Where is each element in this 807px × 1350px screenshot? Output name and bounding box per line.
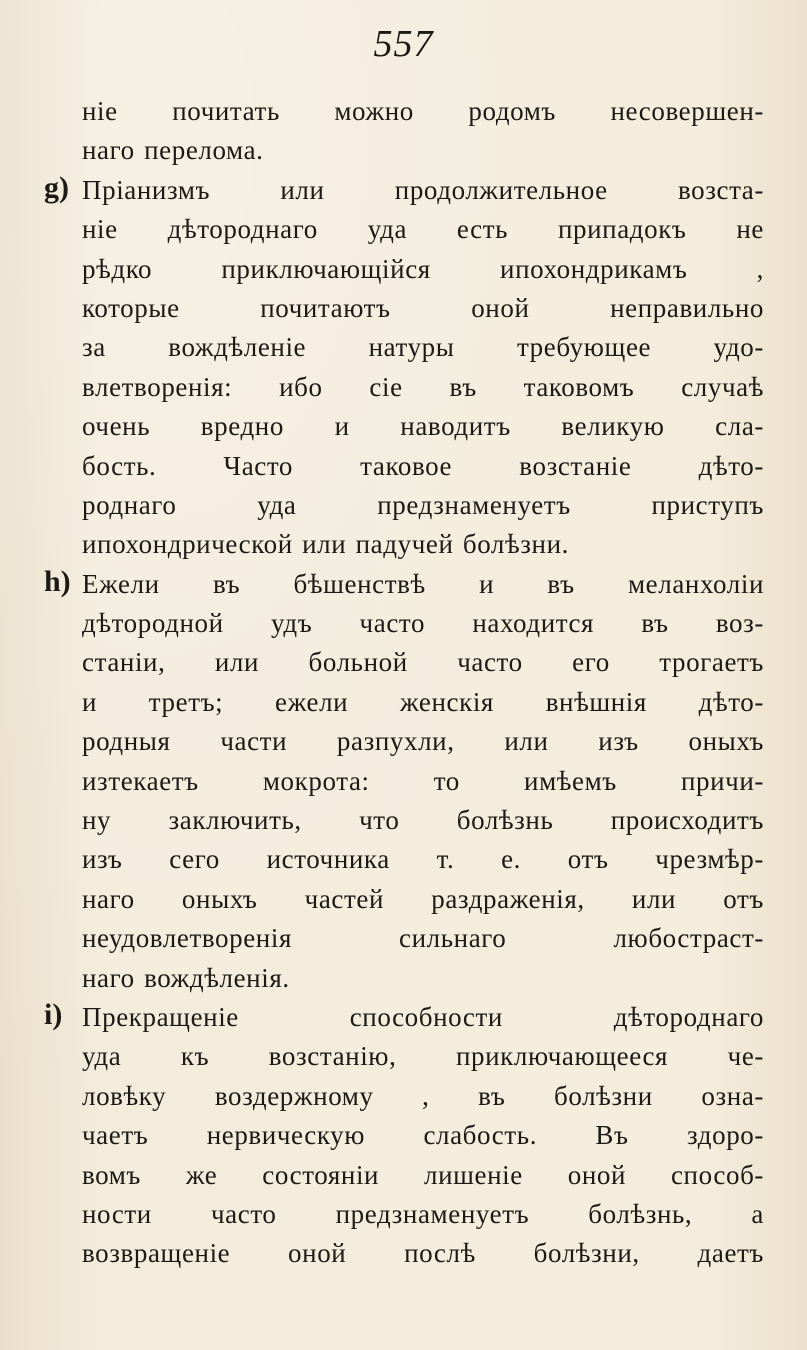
paragraph-continuation bbox=[82, 92, 764, 171]
text-line: которые почитаютъ оной неправильно bbox=[82, 292, 764, 323]
text-line: Пріанизмъ или продолжительное возста- bbox=[82, 174, 764, 205]
text-line: ности часто предзнаменуетъ болѣзнь, а bbox=[82, 1198, 764, 1229]
text-line: ловѣку воздержному , въ болѣзни озна- bbox=[82, 1080, 764, 1111]
page-body bbox=[44, 92, 764, 1274]
text-line: родныя части разпухли, или изъ оныхъ bbox=[82, 726, 764, 757]
text-line: очень вредно и наводитъ великую сла- bbox=[82, 411, 764, 442]
text-line: влетворенія: ибо сіе въ таковомъ случаѣ bbox=[82, 371, 764, 402]
paragraph-i bbox=[44, 997, 764, 1274]
text-line: неудовлетворенія сильнаго любостраст- bbox=[82, 923, 764, 954]
text-line: дѣтородной удъ часто находится въ воз- bbox=[82, 608, 764, 639]
paragraph-marker: g) bbox=[44, 170, 69, 204]
text-line: ну заключить, что болѣзнь происходитъ bbox=[82, 805, 764, 836]
text-line: возвращеніе оной послѣ болѣзни, даетъ bbox=[82, 1238, 764, 1269]
page-number: 557 bbox=[373, 23, 434, 65]
text-line: Прекращеніе способности дѣтороднаго bbox=[82, 1001, 764, 1032]
text-line: ніе почитать можно родомъ несовершен- bbox=[82, 96, 764, 126]
paragraph-g bbox=[44, 170, 764, 565]
text-line: изъ сего источника т. е. отъ чрезмѣр- bbox=[82, 844, 764, 875]
text-line: и третъ; ежели женскія внѣшнія дѣто- bbox=[82, 686, 764, 717]
text-line: наго перелома. bbox=[82, 135, 264, 166]
paragraph-marker: i) bbox=[44, 997, 63, 1031]
text-line: чаетъ нервическую слабость. Въ здоро- bbox=[82, 1120, 764, 1151]
text-line: наго оныхъ частей раздраженія, или отъ bbox=[82, 883, 764, 914]
text-line: уда къ возстанію, приключающееся че- bbox=[82, 1041, 764, 1072]
text-line: ніе дѣтороднаго уда есть припадокъ не bbox=[82, 214, 764, 245]
text-line: станіи, или больной часто его трогаетъ bbox=[82, 647, 764, 678]
text-line: бость. Часто таковое возстаніе дѣто- bbox=[82, 450, 764, 481]
text-line: ипохондрической или падучей болѣзни. bbox=[82, 529, 569, 560]
text-line: Ежели въ бѣшенствѣ и въ меланхоліи bbox=[82, 568, 764, 599]
text-line: роднаго уда предзнаменуетъ приступъ bbox=[82, 489, 764, 520]
text-line: за вождѣленіе натуры требующее удо- bbox=[82, 332, 764, 363]
text-line: изтекаетъ мокрота: то имѣемъ причи- bbox=[82, 765, 764, 796]
text-line: вомъ же состояніи лишеніе оной способ- bbox=[82, 1159, 764, 1190]
paragraph-marker: h) bbox=[44, 564, 71, 598]
text-line: рѣдко приключающійся ипохондрикамъ , bbox=[82, 253, 764, 284]
paragraph-h bbox=[44, 564, 764, 998]
text-line: наго вождѣленія. bbox=[82, 962, 290, 993]
